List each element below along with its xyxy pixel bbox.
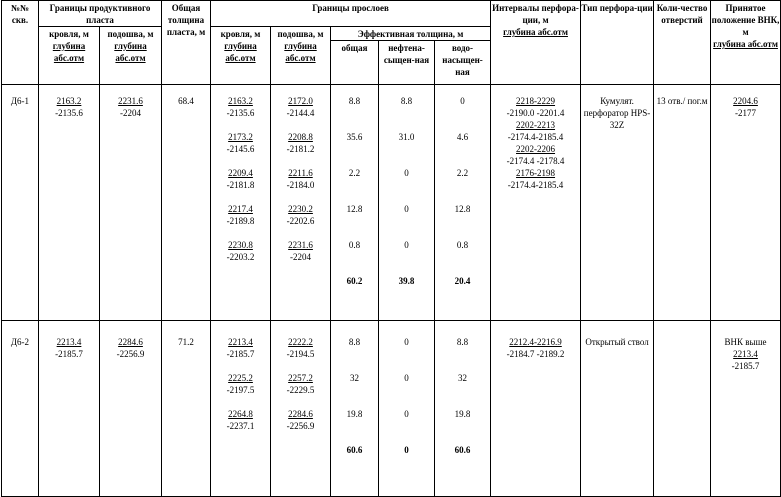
prod-top: 2163.2 -2135.6 — [39, 85, 100, 321]
sum-water: 20.4 — [454, 276, 471, 286]
prod-bottom: 2284.6 -2256.9 — [100, 321, 162, 497]
header-prod-top: кровля, м глубина абс.отм — [39, 27, 100, 85]
table-row — [2, 85, 781, 321]
prod-bottom: 2231.6 -2204 — [100, 85, 162, 321]
il-bottom-list: 2222.2 -2194.5 2257.2 -2229.5 2284.6 -2256.9 — [271, 321, 331, 497]
header-eff-total: общая — [331, 41, 379, 85]
header-boundaries: Границы продуктивного пласта — [39, 1, 162, 27]
prod-top: 2213.4 -2185.7 — [39, 321, 100, 497]
header-holes: Коли-чество отверстий — [654, 1, 711, 85]
eff-total-list: 8.8 32 19.8 60.6 — [331, 321, 379, 497]
perf-intervals: 2218-2229 -2190.0 -2201.4 2202-2213 -2174.4-2185.4 2202-2206 -2174.4 -2178.4 2176-2198 -2174.4-2185.4 — [491, 85, 581, 321]
header-il-top: кровля, м глубина абс.отм — [211, 27, 271, 85]
header-il-bottom: подошва, м глубина абс.отм — [271, 27, 331, 85]
total-thickness: 71.2 — [162, 321, 211, 497]
sum-water: 60.6 — [454, 445, 471, 455]
header-eff-water: водо-насыщен-ная — [435, 41, 491, 85]
il-top-list: 2213.4 -2185.7 2225.2 -2197.5 2264.8 -2237.1 — [211, 321, 271, 497]
header-prod-bottom: подошва, м глубина абс.отм — [100, 27, 162, 85]
eff-oil-list: 8.8 31.0 0 0 0 39.8 — [379, 85, 435, 321]
header-total-thickness: Общая толщина пласта, м — [162, 1, 211, 85]
well-id: Д6-2 — [2, 321, 39, 497]
perf-type: Кумулят. перфоратор HPS-32Z — [581, 85, 654, 321]
owc: ВНК выше 2213.4 -2185.7 — [711, 321, 781, 497]
header-effective: Эффективная толщина, м — [331, 27, 491, 41]
eff-water-list: 8.8 32 19.8 60.6 — [435, 321, 491, 497]
eff-oil-list: 0 0 0 0 — [379, 321, 435, 497]
header-well: №№ скв. — [2, 1, 39, 85]
header-perf-intervals: Интервалы перфора-ции, м глубина абс.отм — [491, 1, 581, 85]
perf-intervals: 2212.4-2216.9 -2184.7 -2189.2 — [491, 321, 581, 497]
sum-total: 60.2 — [346, 276, 363, 286]
eff-total-list: 8.8 35.6 2.2 12.8 0.8 60.2 — [331, 85, 379, 321]
eff-water-list: 0 4.6 2.2 12.8 0.8 20.4 — [435, 85, 491, 321]
perf-type: Открытый ствол — [581, 321, 654, 497]
il-top-list: 2163.2 -2135.6 2173.2 -2145.6 2209.4 -2181.8 2217.4 -2189.8 2230.8 -2203.2 — [211, 85, 271, 321]
sum-oil: 0 — [404, 445, 409, 455]
header-owc: Принятое положение ВНК, м глубина абс.отм — [711, 1, 781, 85]
holes: 13 отв./ пог.м — [654, 85, 711, 321]
well-data-table — [1, 0, 781, 497]
well-id: Д6-1 — [2, 85, 39, 321]
holes — [654, 321, 711, 497]
header-interlayers: Границы прослоев — [211, 1, 491, 27]
sum-oil: 39.8 — [398, 276, 415, 286]
il-bottom-list: 2172.0 -2144.4 2208.8 -2181.2 2211.6 -2184.0 2230.2 -2202.6 2231.6 -2204 — [271, 85, 331, 321]
owc: 2204.6 -2177 — [711, 85, 781, 321]
sum-total: 60.6 — [346, 445, 363, 455]
header-perf-type: Тип перфора-ции — [581, 1, 654, 85]
total-thickness: 68.4 — [162, 85, 211, 321]
header-eff-oil: нефтена-сыщен-ная — [379, 41, 435, 85]
table-row — [2, 321, 781, 497]
